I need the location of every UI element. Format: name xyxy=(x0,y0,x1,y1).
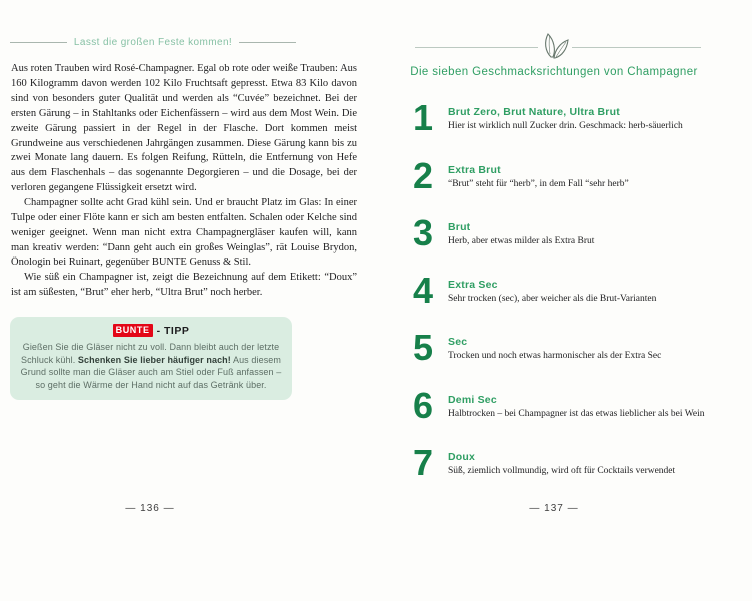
item-description: Herb, aber etwas milder als Extra Brut xyxy=(448,236,595,246)
header-rule-right xyxy=(239,42,296,43)
item-number: 7 xyxy=(412,442,434,483)
page-title: Die sieben Geschmacksrichtungen von Champagner xyxy=(410,66,698,78)
item-description: Hier ist wirklich null Zucker drin. Geschmack: herb-säuerlich xyxy=(448,121,683,131)
paragraph-1: Aus roten Trauben wird Rosé-Champagner. Egal ob rote oder weiße Trauben: Aus 160 Kilogramm davon werden 102 Kilo Fruchtsaft gepresst. Etwa 83 Kilo davon sind von besonders guter Qualität und werden als “Cuvée” bezeichnet. Bei der ersten Gärung – in Stahltanks oder Eichenfässern – wird aus dem Most Wein. Die zweite Gärung passiert in der Regel in der Flasche. Dort kommen meist Grundweine aus verschiedenen Jahrgängen zusammen. Diese Gärung kann bis zu zwei Monate lang dauern. Es folgen Reifung, Rütteln, die Entfernung von Hefe aus dem Flaschenhals – das sogenannte Degorgieren – und die Dosage, bei der verloren gegangene Flüssigkeit ersetzt wird. xyxy=(11,63,357,194)
item-number: 6 xyxy=(412,384,434,426)
item-number: 3 xyxy=(412,212,434,253)
list-item xyxy=(406,154,746,217)
item-description: “Brut” steht für “herb”, in dem Fall “sehr herb” xyxy=(448,178,629,189)
item-description: Süß, ziemlich vollmundig, wird oft für Cocktails verwendet xyxy=(448,466,676,476)
chapter-header xyxy=(10,37,296,48)
list-item xyxy=(406,442,746,504)
item-label: Extra Brut xyxy=(448,163,501,176)
list-item xyxy=(406,327,746,389)
paragraph-2: Champagner sollte acht Grad kühl sein. Und er braucht Platz im Glas: In einer Tulpe oder einer Flöte kann er sich am besten entfalten. Schalen oder Kelche sind weniger geeignet. Wenn man nicht extra Champagnergläser kaufen will, kann man kreativ werden: “Dann geht auch ein großes Weinglas”, rät Louise Brydon, Önologin bei Ruinart, gegenüber BUNTE Genuss & Stil. xyxy=(11,197,357,268)
item-number: 5 xyxy=(412,327,434,368)
item-description: Halbtrocken – bei Champagner ist das etwas lieblicher als bei Wein xyxy=(448,408,705,419)
tip-heading-suffix: - TIPP xyxy=(156,325,190,337)
item-description: Trocken und noch etwas harmonischer als der Extra Sec xyxy=(448,351,662,361)
item-label: Brut Zero, Brut Nature, Ultra Brut xyxy=(448,106,620,118)
tip-text-after: Aus diesem Grund sollte man die Gläser auch am Stiel oder Fuß anfassen – so geht die Wärme der Hand nicht auf das Getränk über. xyxy=(20,354,282,390)
list-item xyxy=(406,212,746,274)
body-text xyxy=(11,62,357,301)
item-label: Doux xyxy=(448,451,476,463)
header-rule-left xyxy=(10,42,67,43)
page-number-left: — 136 — xyxy=(125,503,175,514)
flavor-list xyxy=(406,97,746,504)
item-number: 4 xyxy=(412,269,434,311)
tip-box xyxy=(10,317,292,400)
item-label: Sec xyxy=(448,336,468,348)
bunte-brand-badge: BUNTE xyxy=(113,324,153,337)
item-label: Extra Sec xyxy=(448,278,498,291)
tip-heading xyxy=(20,324,282,337)
item-number: 1 xyxy=(412,97,434,138)
item-description: Sehr trocken (sec), aber weicher als die Brut-Varianten xyxy=(448,293,657,304)
leaf-ornament-icon xyxy=(538,30,572,60)
item-number: 2 xyxy=(412,154,434,196)
tip-text-before: Gießen Sie die Gläser nicht zu voll. Dann bleibt auch der letzte Schluck kühl. xyxy=(20,342,280,365)
item-label: Brut xyxy=(448,221,471,233)
page-number-right: — 137 — xyxy=(529,503,579,514)
right-page xyxy=(376,0,752,601)
list-item xyxy=(406,269,746,332)
list-item xyxy=(406,384,746,447)
tip-text-bold: Schenken Sie lieber häufiger nach! xyxy=(77,354,231,365)
item-label: Demi Sec xyxy=(448,393,497,406)
paragraph-3: Wie süß ein Champagner ist, zeigt die Bezeichnung auf dem Etikett: “Doux” ist am süßesten, “Brut” eher herb, “Ultra Brut” noch herber. xyxy=(11,271,357,298)
chapter-title: Lasst die großen Feste kommen! xyxy=(73,37,233,48)
list-item xyxy=(406,97,746,159)
tip-text xyxy=(20,341,282,391)
